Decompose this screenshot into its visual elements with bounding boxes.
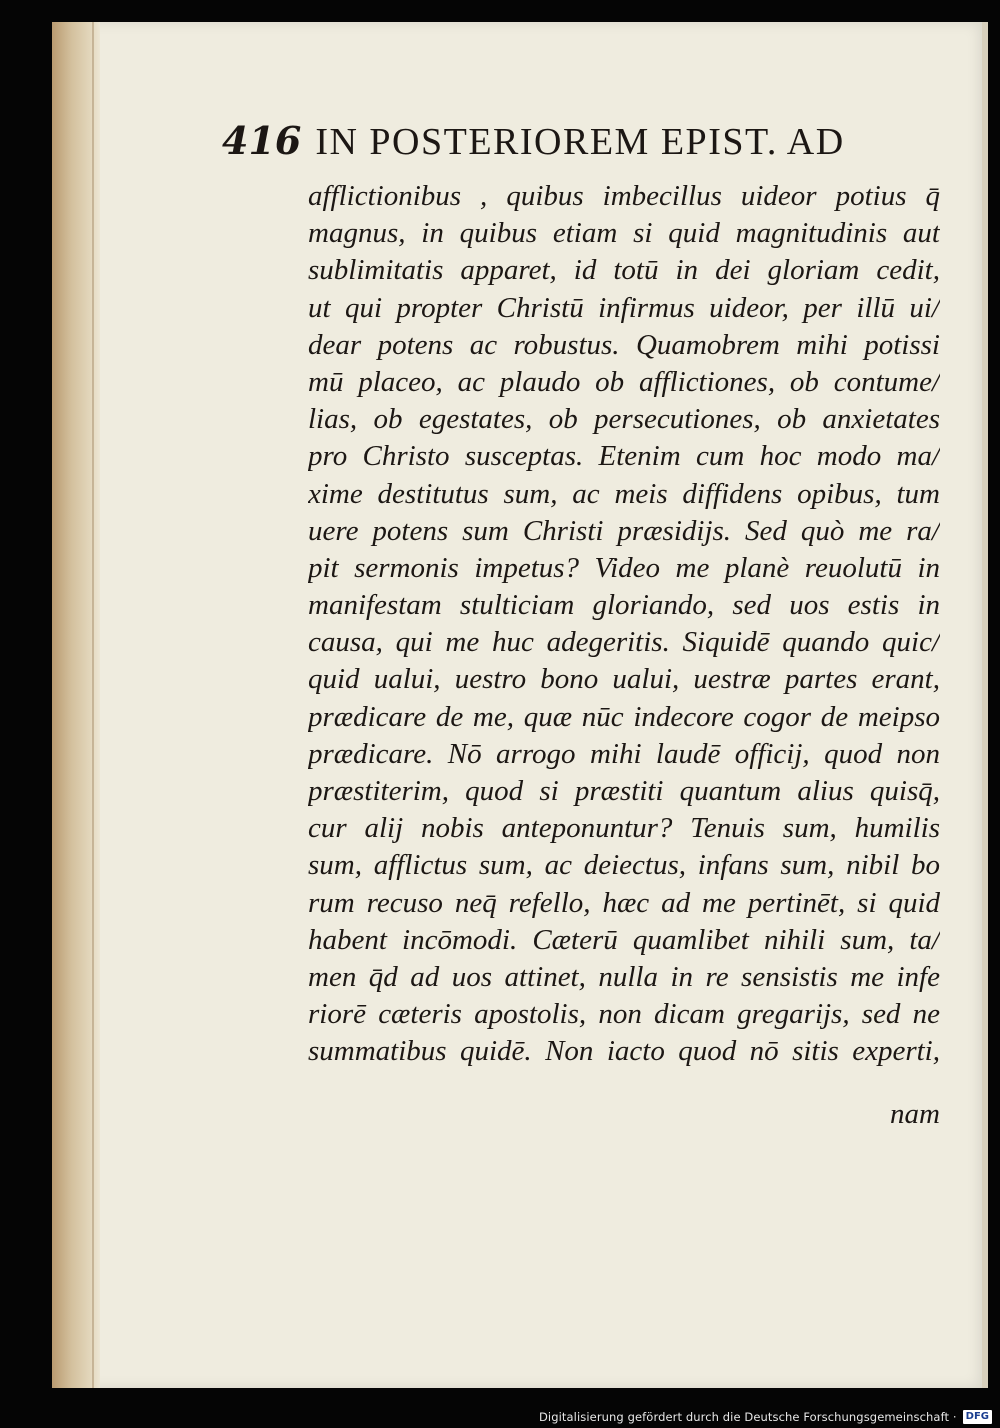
text-line: habent incōmodi. Cæterū quamlibet nihili sum, ta/ — [308, 923, 940, 956]
funding-credit: Digitalisierung gefördert durch die Deutsche Forschungsgemeinschaft · — [538, 1410, 957, 1424]
text-line: sum, afflictus sum, ac deiectus, infans sum, nibil bo — [308, 849, 940, 882]
text-line: præstiterim, quod si præstiti quantum alius quisq̄, — [308, 775, 940, 807]
text-line: uere potens sum Christi præsidijs. Sed quò me ra/ — [308, 514, 940, 547]
text-line: prædicare de me, quæ nūc indecore cogor de meipso — [308, 700, 940, 733]
text-line: xime destitutus sum, ac meis diffidens opibus, tum — [308, 477, 940, 510]
running-head — [222, 118, 942, 164]
text-line: dear potens ac robustus. Quamobrem mihi potissi — [308, 328, 940, 361]
text-line: riorē cæteris apostolis, non dicam gregarijs, sed ne — [308, 998, 940, 1031]
text-line: sublimitatis apparet, id totū in dei gloriam cedit, — [308, 254, 940, 287]
page-gutter-edge — [52, 22, 100, 1388]
catchword: nam — [890, 1098, 940, 1130]
text-line: quid ualui, uestro bono ualui, uestræ partes erant, — [308, 663, 940, 696]
text-line: prædicare. Nō arrogo mihi laudē officij, quod non — [308, 737, 940, 770]
text-line: pit sermonis impetus? Video me planè reuolutū in — [308, 551, 940, 584]
text-line: ut qui propter Christū infirmus uideor, per illū ui/ — [308, 291, 940, 324]
dfg-logo: DFG — [963, 1410, 992, 1424]
body-text — [308, 178, 940, 1071]
text-line: mū placeo, ac plaudo ob afflictiones, ob contume/ — [308, 365, 940, 398]
text-line: lias, ob egestates, ob persecutiones, ob anxietates — [308, 403, 940, 436]
digitization-footer — [0, 1406, 1000, 1428]
text-line: cur alij nobis anteponuntur? Tenuis sum, humilis — [308, 812, 940, 845]
text-line: men q̄d ad uos attinet, nulla in re sensistis me infe — [308, 960, 940, 993]
running-head-title: IN POSTERIOREM EPIST. AD — [315, 121, 845, 163]
text-line: summatibus quidē. Non iacto quod nō sitis experti, — [308, 1035, 940, 1068]
text-line: pro Christo susceptas. Etenim cum hoc modo ma/ — [308, 440, 940, 473]
page-right-edge — [982, 22, 988, 1388]
folio-number: 416 — [222, 118, 302, 163]
text-line: magnus, in quibus etiam si quid magnitudinis aut — [308, 217, 940, 250]
text-line: causa, qui me huc adegeritis. Siquidē quando quic/ — [308, 626, 940, 659]
text-line: manifestam stulticiam gloriando, sed uos estis in — [308, 589, 940, 622]
text-line: rum recuso neq̄ refello, hæc ad me pertinēt, si quid — [308, 886, 940, 919]
text-line: afflictionibus , quibus imbecillus uideor potius q̄ — [308, 180, 940, 212]
